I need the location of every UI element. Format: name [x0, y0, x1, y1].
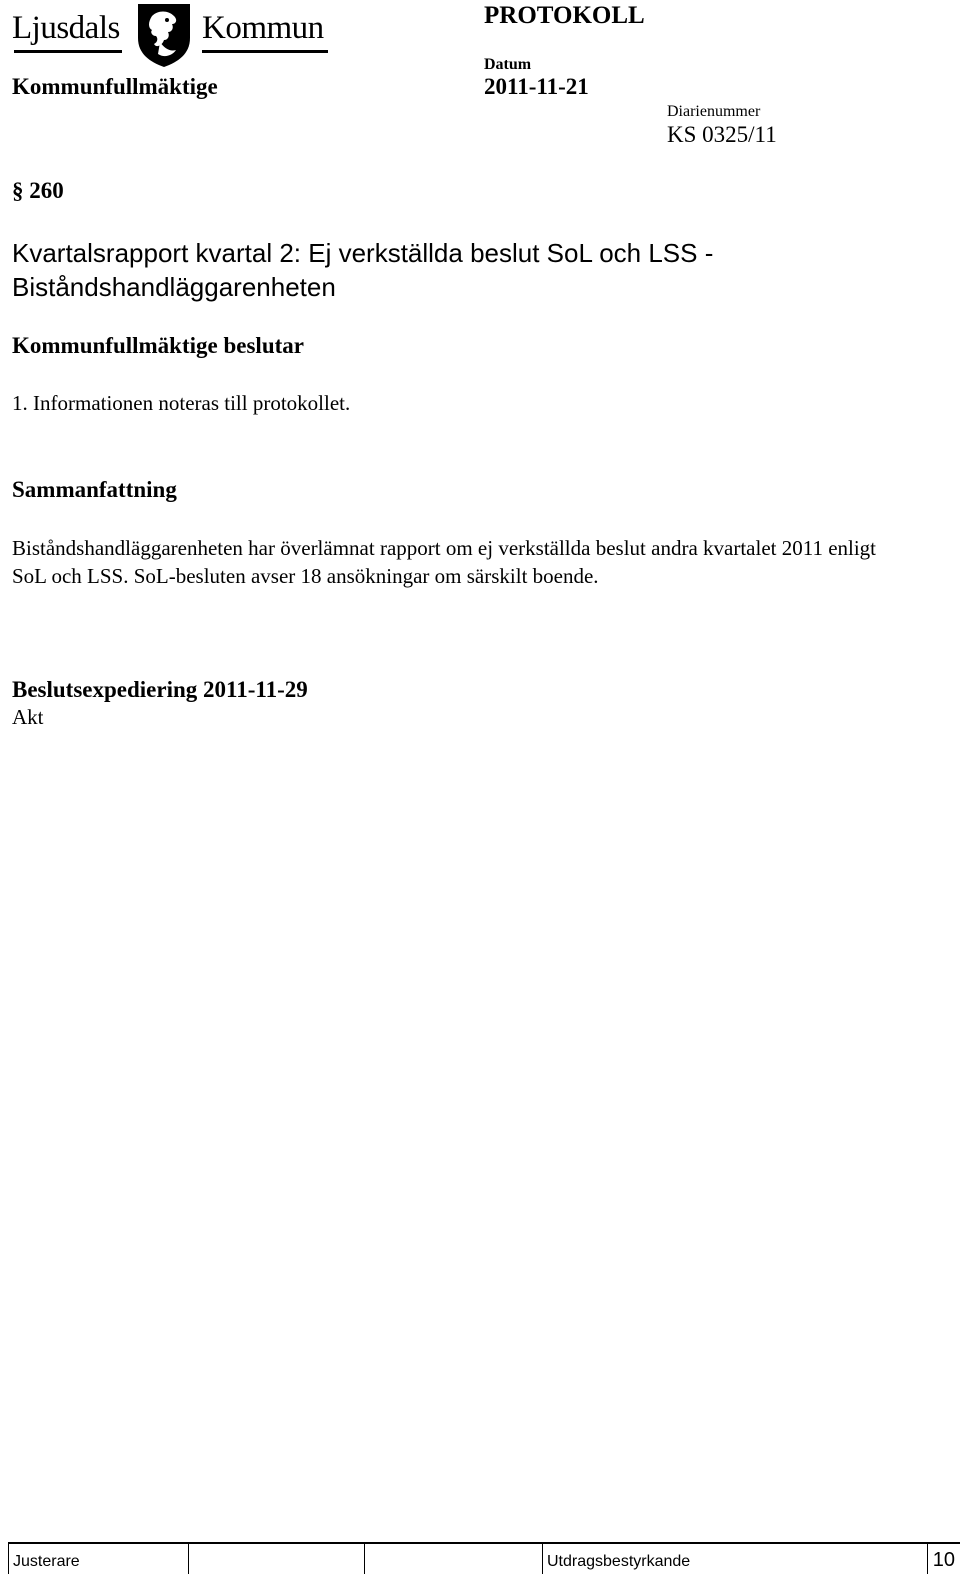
page-number: 10: [932, 1549, 955, 1571]
signature-footer: [8, 1542, 960, 1574]
decision-item: 1. Informationen noteras till protokollet.: [12, 391, 351, 415]
utdrag-box: [543, 1544, 928, 1574]
utdrag-label: Utdragsbestyrkande: [547, 1553, 691, 1570]
expedition-recipient: Akt: [12, 705, 44, 729]
logo-underline-right: [202, 50, 328, 53]
paragraph-number: § 260: [12, 178, 64, 203]
justerare-box: [9, 1544, 189, 1574]
summary-heading: Sammanfattning: [12, 477, 177, 502]
signature-box-2: [189, 1544, 365, 1574]
decision-heading: Kommunfullmäktige beslutar: [12, 333, 304, 358]
date-label: Datum: [484, 56, 532, 73]
justerare-label: Justerare: [13, 1553, 80, 1570]
diarienummer-value: KS 0325/11: [667, 122, 777, 147]
lion-crest-icon: [134, 2, 194, 68]
committee-name: Kommunfullmäktige: [12, 74, 218, 99]
summary-text: Biståndshandläggarenheten har överlämnat rapport om ej verkställda beslut andra kvartalet 2011 enligt SoL och LSS. SoL-besluten avser 18 ansökningar om särskilt boende.: [12, 536, 877, 588]
section-heading: Kvartalsrapport kvartal 2: Ej verkställda beslut SoL och LSS - Biståndshandläggarenheten: [12, 238, 714, 302]
logo-underline-left: [14, 50, 122, 53]
date-value: 2011-11-21: [484, 74, 589, 99]
document-title: PROTOKOLL: [484, 2, 645, 29]
signature-box-3: [365, 1544, 543, 1574]
diarienummer-label: Diarienummer: [667, 103, 761, 120]
expedition-heading: Beslutsexpediering 2011-11-29: [12, 677, 308, 702]
logo-text-right: Kommun: [202, 10, 324, 46]
logo-text-left: Ljusdals: [12, 10, 120, 46]
